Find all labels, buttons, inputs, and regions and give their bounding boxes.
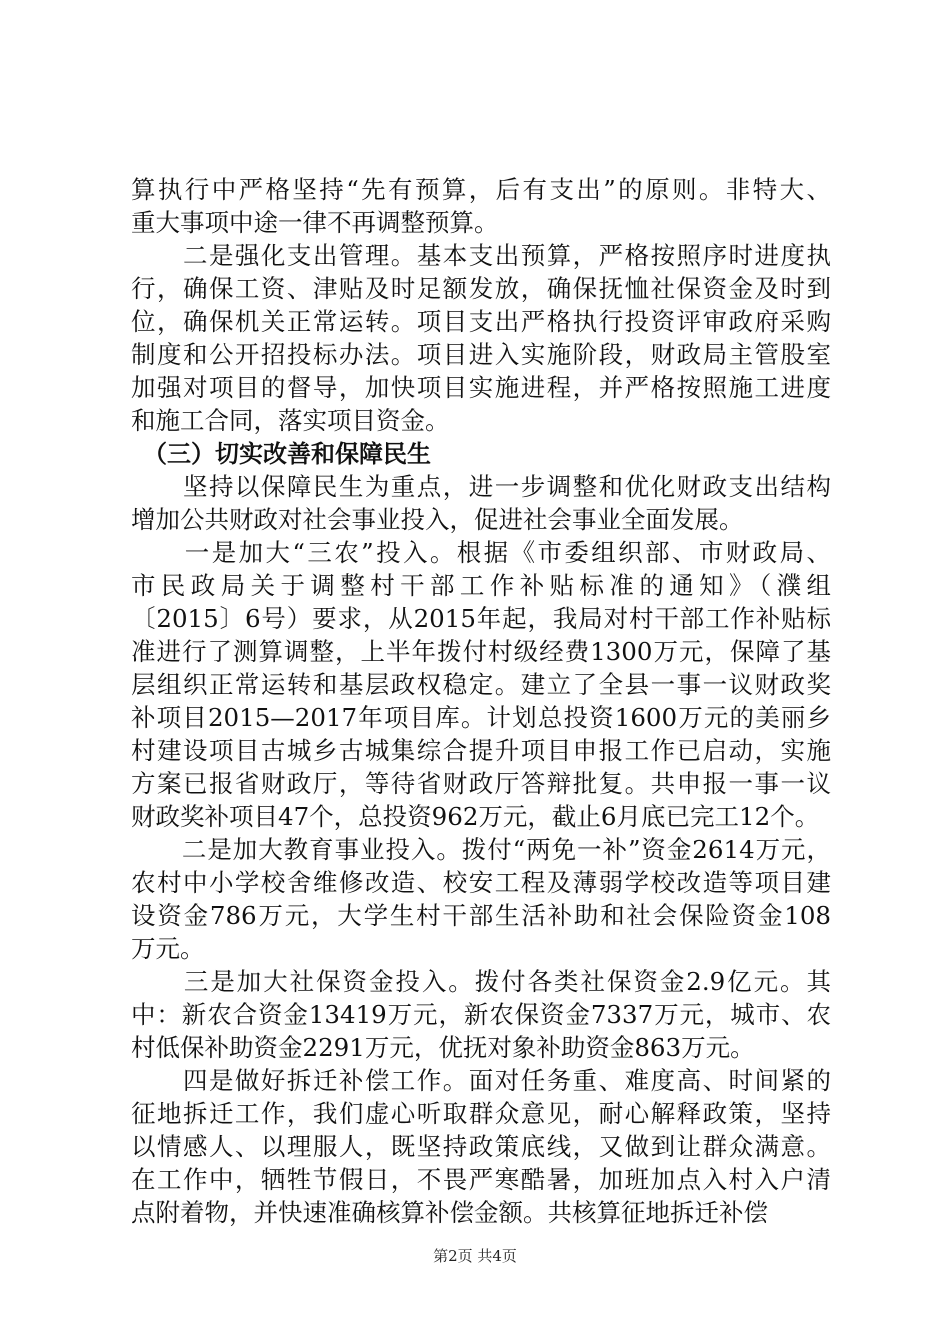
body-text-line: 补项目2015—2017年项目库。计划总投资1600万元的美丽乡: [131, 703, 831, 732]
body-text-line: 坚持以保障民生为重点，进一步调整和优化财政支出结构: [131, 472, 831, 501]
page-number-footer: 第2页 共4页: [433, 1247, 517, 1265]
body-text-line: 在工作中，牺牲节假日，不畏严寒酷暑，加班加点入村入户清: [131, 1165, 831, 1194]
body-text-line: 算执行中严格坚持“先有预算，后有支出”的原则。非特大、: [131, 175, 831, 204]
body-text-line: 一是加大“三农”投入。根据《市委组织部、市财政局、: [131, 538, 831, 567]
body-text-line: 准进行了测算调整，上半年拨付村级经费1300万元，保障了基: [131, 637, 831, 666]
body-text-line: 财政奖补项目47个，总投资962万元，截止6月底已完工12个。: [131, 802, 820, 831]
body-text-line: 万元。: [131, 934, 205, 963]
body-text-line: 和施工合同，落实项目资金。: [131, 406, 450, 435]
body-text-line: 点附着物，并快速准确核算补偿金额。共核算征地拆迁补偿: [131, 1198, 768, 1227]
body-text-line: 层组织正常运转和基层政权稳定。建立了全县一事一议财政奖: [131, 670, 831, 699]
body-text-line: 制度和公开招投标办法。项目进入实施阶段，财政局主管股室: [131, 340, 831, 369]
body-text-line: 中：新农合资金13419万元，新农保资金7337万元，城市、农: [131, 1000, 831, 1029]
body-text-line: 二是强化支出管理。基本支出预算，严格按照序时进度执: [131, 241, 831, 270]
body-text-line: 村低保补助资金2291万元，优抚对象补助资金863万元。: [131, 1033, 755, 1062]
body-text-line: 四是做好拆迁补偿工作。面对任务重、难度高、时间紧的: [131, 1066, 831, 1095]
body-text-line: 加强对项目的督导，加快项目实施进程，并严格按照施工进度: [131, 373, 831, 402]
body-text-line: 以情感人、以理服人，既坚持政策底线，又做到让群众满意。: [131, 1132, 831, 1161]
body-text-line: 农村中小学校舍维修改造、校安工程及薄弱学校改造等项目建: [131, 868, 831, 897]
body-text-line: 方案已报省财政厅，等待省财政厅答辩批复。共申报一事一议: [131, 769, 831, 798]
body-text-line: 增加公共财政对社会事业投入，促进社会事业全面发展。: [131, 505, 744, 534]
body-text-line: 设资金786万元，大学生村干部生活补助和社会保险资金108: [131, 901, 831, 930]
section-heading: （三）切实改善和保障民生: [131, 440, 431, 468]
body-text-line: 重大事项中途一律不再调整预算。: [131, 208, 499, 237]
body-text-line: 市民政局关于调整村干部工作补贴标准的通知》（濮组: [131, 571, 831, 600]
body-text-line: 行，确保工资、津贴及时足额发放，确保抚恤社保资金及时到: [131, 274, 831, 303]
body-text-line: 二是加大教育事业投入。拨付“两免一补”资金2614万元，: [131, 835, 831, 864]
body-text-line: 位，确保机关正常运转。项目支出严格执行投资评审政府采购: [131, 307, 831, 336]
body-text-line: 征地拆迁工作，我们虚心听取群众意见，耐心解释政策，坚持: [131, 1099, 831, 1128]
body-text-line: 三是加大社保资金投入。拨付各类社保资金2.9亿元。其: [131, 967, 831, 996]
body-text-line: 村建设项目古城乡古城集综合提升项目申报工作已启动，实施: [131, 736, 831, 765]
body-text-line: 〔2015〕6号）要求，从2015年起，我局对村干部工作补贴标: [131, 604, 831, 633]
